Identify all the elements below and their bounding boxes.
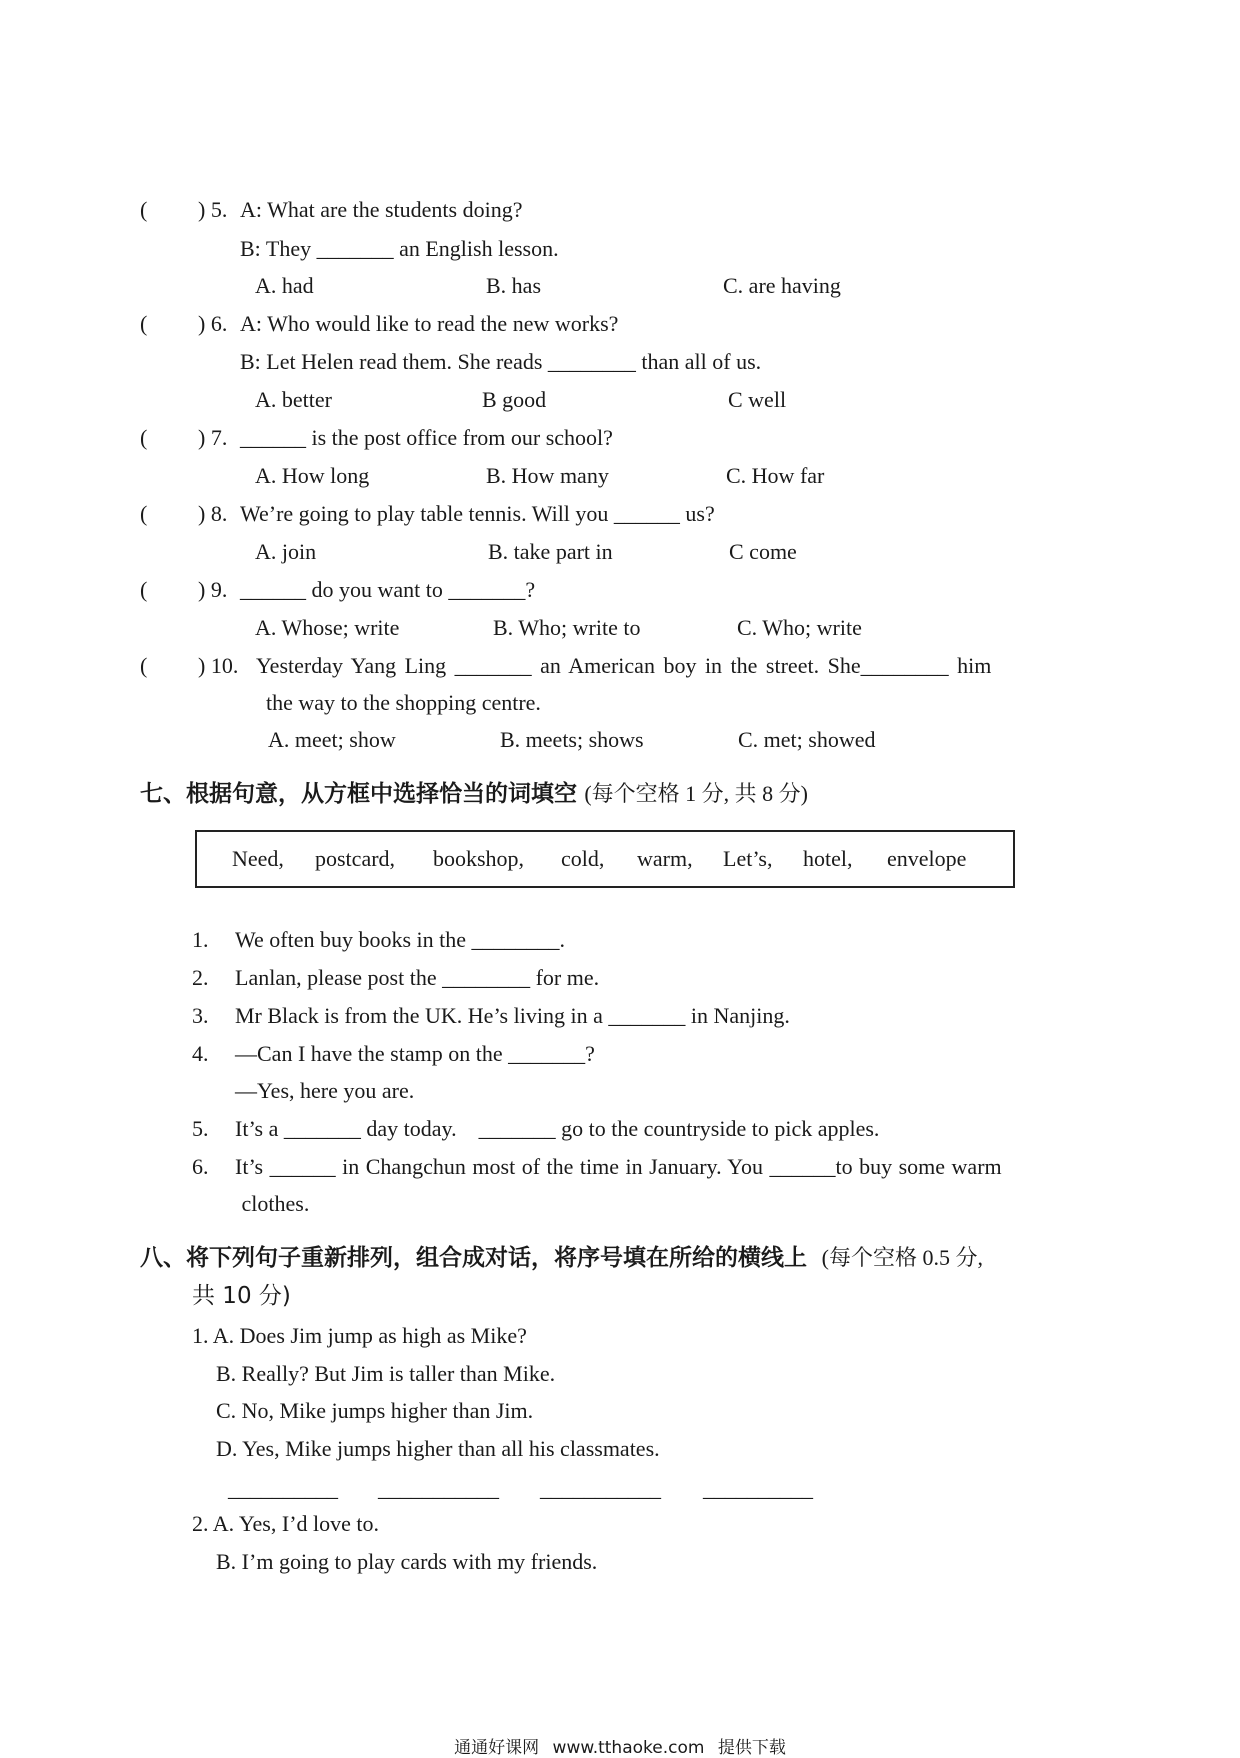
section-score-cont: 共 10 分) [192, 1283, 291, 1309]
word-bank-item: Let’s, [723, 846, 773, 871]
answer-paren: ( [140, 311, 148, 336]
answer-paren: ( [140, 197, 148, 222]
item-number: 4. [192, 1041, 209, 1066]
word-bank-item: hotel, [803, 846, 853, 871]
fill-item: It’s a _______ day today. _______ go to the countryside to pick apples. [235, 1116, 880, 1141]
option-b: B. has [486, 273, 541, 298]
question-number: ) 5. [198, 197, 228, 222]
option-c: C. met; showed [738, 727, 876, 752]
option-a: A. Whose; write [255, 615, 400, 640]
answer-paren: ( [140, 653, 148, 678]
item-number: 6. [192, 1154, 209, 1179]
question-number: ) 8. [198, 501, 228, 526]
dialogue-line: 2. A. Yes, I’d love to. [192, 1511, 380, 1536]
answer-blank[interactable]: ___________ [378, 1476, 499, 1501]
option-b: B. How many [486, 463, 609, 488]
fill-item: Lanlan, please post the ________ for me. [235, 965, 600, 990]
fill-item: —Yes, here you are. [235, 1078, 415, 1103]
option-c: C. How far [726, 463, 825, 488]
question-stem: ______ is the post office from our school? [240, 425, 613, 450]
option-a: A. How long [255, 463, 370, 488]
option-a: A. had [255, 273, 314, 298]
option-c: C well [728, 387, 787, 412]
question-line2: B: They _______ an English lesson. [240, 236, 559, 261]
dialogue-line: D. Yes, Mike jumps higher than all his classmates. [216, 1436, 660, 1461]
fill-item: Mr Black is from the UK. He’s living in a _______ in Nanjing. [235, 1003, 790, 1028]
option-c: C. Who; write [737, 615, 862, 640]
answer-paren: ( [140, 425, 148, 450]
fill-item: It’s ______ in Changchun most of the time in January. You ______to buy some warm [235, 1154, 1002, 1179]
footer [0, 1733, 1240, 1758]
question-number: ) 6. [198, 311, 228, 336]
word-bank-item: bookshop, [433, 846, 525, 871]
question-number: ) 7. [198, 425, 228, 450]
section-title: 七、根据句意，从方框中选择恰当的词填空 (每个空格 1 分, 共 8 分) [140, 781, 808, 807]
dialogue-line: C. No, Mike jumps higher than Jim. [216, 1398, 534, 1423]
word-bank-item: cold, [561, 846, 605, 871]
option-b: B. meets; shows [500, 727, 644, 752]
option-a: A. join [255, 539, 317, 564]
question-line2: the way to the shopping centre. [266, 690, 541, 715]
question-line2: B: Let Helen read them. She reads ________ than all of us. [240, 349, 762, 374]
word-bank-item: envelope [887, 846, 967, 871]
section-title: 八、将下列句子重新排列，组合成对话，将序号填在所给的横线上 (每个空格 0.5 分, [140, 1245, 983, 1271]
fill-item: We often buy books in the ________. [235, 927, 566, 952]
item-number: 1. [192, 927, 209, 952]
question-stem: We’re going to play table tennis. Will you ______ us? [240, 501, 715, 526]
option-b: B good [482, 387, 547, 412]
question-stem: A: Who would like to read the new works? [240, 311, 619, 336]
option-a: A. meet; show [268, 727, 396, 752]
footer-url[interactable]: www.tthaoke.com [552, 1738, 705, 1758]
question-number: ) 10. [198, 653, 239, 678]
answer-blank[interactable]: __________ [228, 1476, 338, 1501]
question-stem: A: What are the students doing? [240, 197, 523, 222]
answer-blank[interactable]: __________ [703, 1476, 813, 1501]
item-number: 3. [192, 1003, 209, 1028]
option-c: C. are having [723, 273, 841, 298]
question-stem: ______ do you want to _______? [240, 577, 536, 602]
word-bank-item: warm, [637, 846, 693, 871]
item-number: 2. [192, 965, 209, 990]
item-number: 5. [192, 1116, 209, 1141]
word-box [195, 830, 1015, 888]
section-score: (每个空格 0.5 分, [821, 1245, 983, 1270]
question-stem: Yesterday Yang Ling _______ an American boy in the street. She________ him [256, 653, 992, 678]
answer-paren: ( [140, 501, 148, 526]
option-b: B. Who; write to [493, 615, 641, 640]
answer-blank[interactable]: ___________ [540, 1476, 661, 1501]
section-score: (每个空格 1 分, 共 8 分) [584, 781, 808, 806]
option-b: B. take part in [488, 539, 613, 564]
fill-item: clothes. [236, 1191, 310, 1216]
answer-paren: ( [140, 577, 148, 602]
footer-site: 通通好课网 [454, 1738, 540, 1758]
option-c: C come [729, 539, 797, 564]
option-a: A. better [255, 387, 332, 412]
dialogue-line: B. Really? But Jim is taller than Mike. [216, 1361, 556, 1386]
fill-item: —Can I have the stamp on the _______? [235, 1041, 595, 1066]
footer-note: 提供下载 [717, 1738, 786, 1758]
dialogue-line: B. I’m going to play cards with my friends. [216, 1549, 598, 1574]
word-bank-item: Need, [232, 846, 284, 871]
word-bank-item: postcard, [315, 846, 396, 871]
dialogue-line: 1. A. Does Jim jump as high as Mike? [192, 1323, 527, 1348]
question-number: ) 9. [198, 577, 228, 602]
